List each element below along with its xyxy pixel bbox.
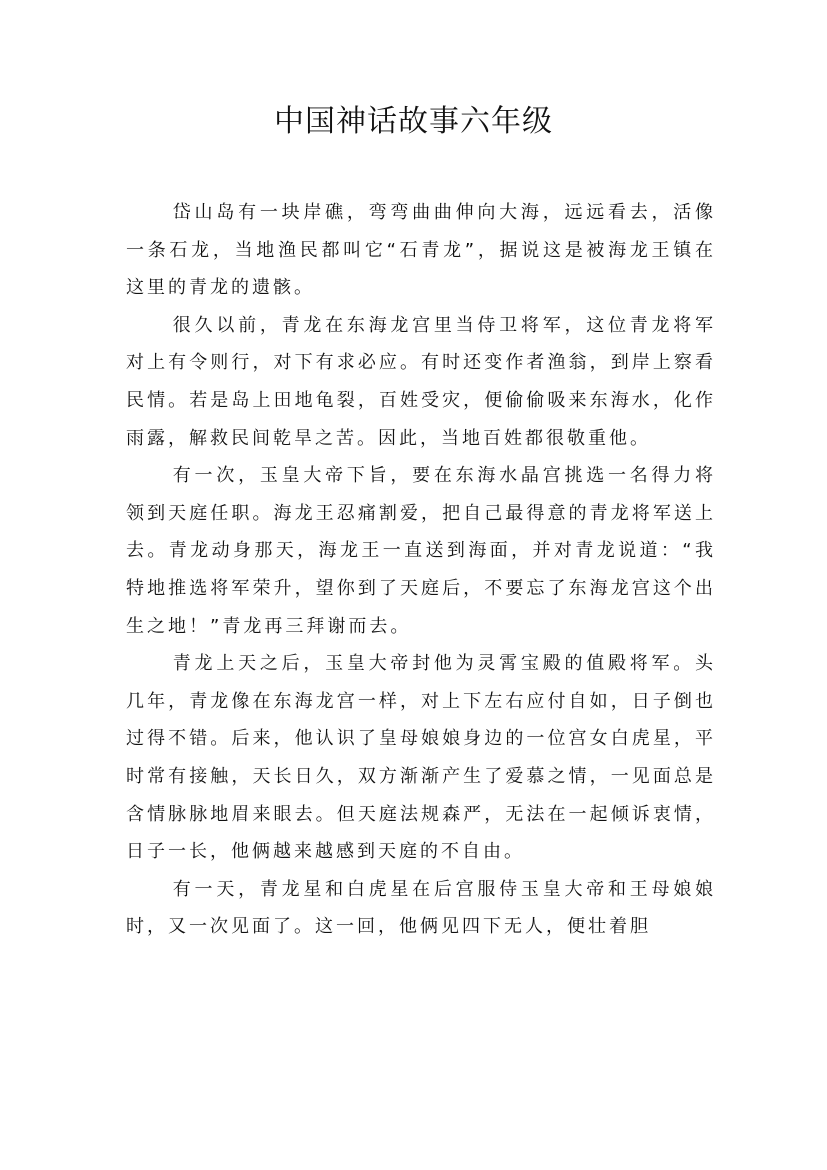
paragraph-2: 很久以前，青龙在东海龙宫里当侍卫将军，这位青龙将军对上有令则行，对下有求必应。有时还变作者渔翁，到岸上察看民情。若是岛上田地龟裂，百姓受灾，便偷偷吸来东海水，化作雨露，解救民间乾旱之苦。因此，当地百姓都很敬重他。 [126, 314, 716, 449]
paragraph-1: 岱山岛有一块岸礁，弯弯曲曲伸向大海，远远看去，活像一条石龙，当地渔民都叫它“石青龙”，据说这是被海龙王镇在这里的青龙的遗骸。 [126, 202, 716, 299]
paragraph-3: 有一次，玉皇大帝下旨，要在东海水晶宫挑选一名得力将领到天庭任职。海龙王忍痛割爱，把自己最得意的青龙将军送上去。青龙动身那天，海龙王一直送到海面，并对青龙说道：“我特地推选将军荣升，望你到了天庭后，不要忘了东海龙宫这个出生之地！”青龙再三拜谢而去。 [126, 465, 716, 637]
document-body [126, 194, 716, 946]
document-title: 中国神话故事六年级 [274, 104, 553, 139]
paragraph-4: 青龙上天之后，玉皇大帝封他为灵霄宝殿的值殿将军。头几年，青龙像在东海龙宫一样，对上下左右应付自如，日子倒也过得不错。后来，他认识了皇母娘娘身边的一位宫女白虎星，平时常有接触，天长日久，双方渐渐产生了爱慕之情，一见面总是含情脉脉地眉来眼去。但天庭法规森严，无法在一起倾诉衷情，日子一长，他俩越来越感到天庭的不自由。 [126, 653, 716, 863]
paragraph-5: 有一天，青龙星和白虎星在后宫服侍玉皇大帝和王母娘娘时，又一次见面了。这一回，他俩见四下无人，便壮着胆 [126, 878, 716, 938]
